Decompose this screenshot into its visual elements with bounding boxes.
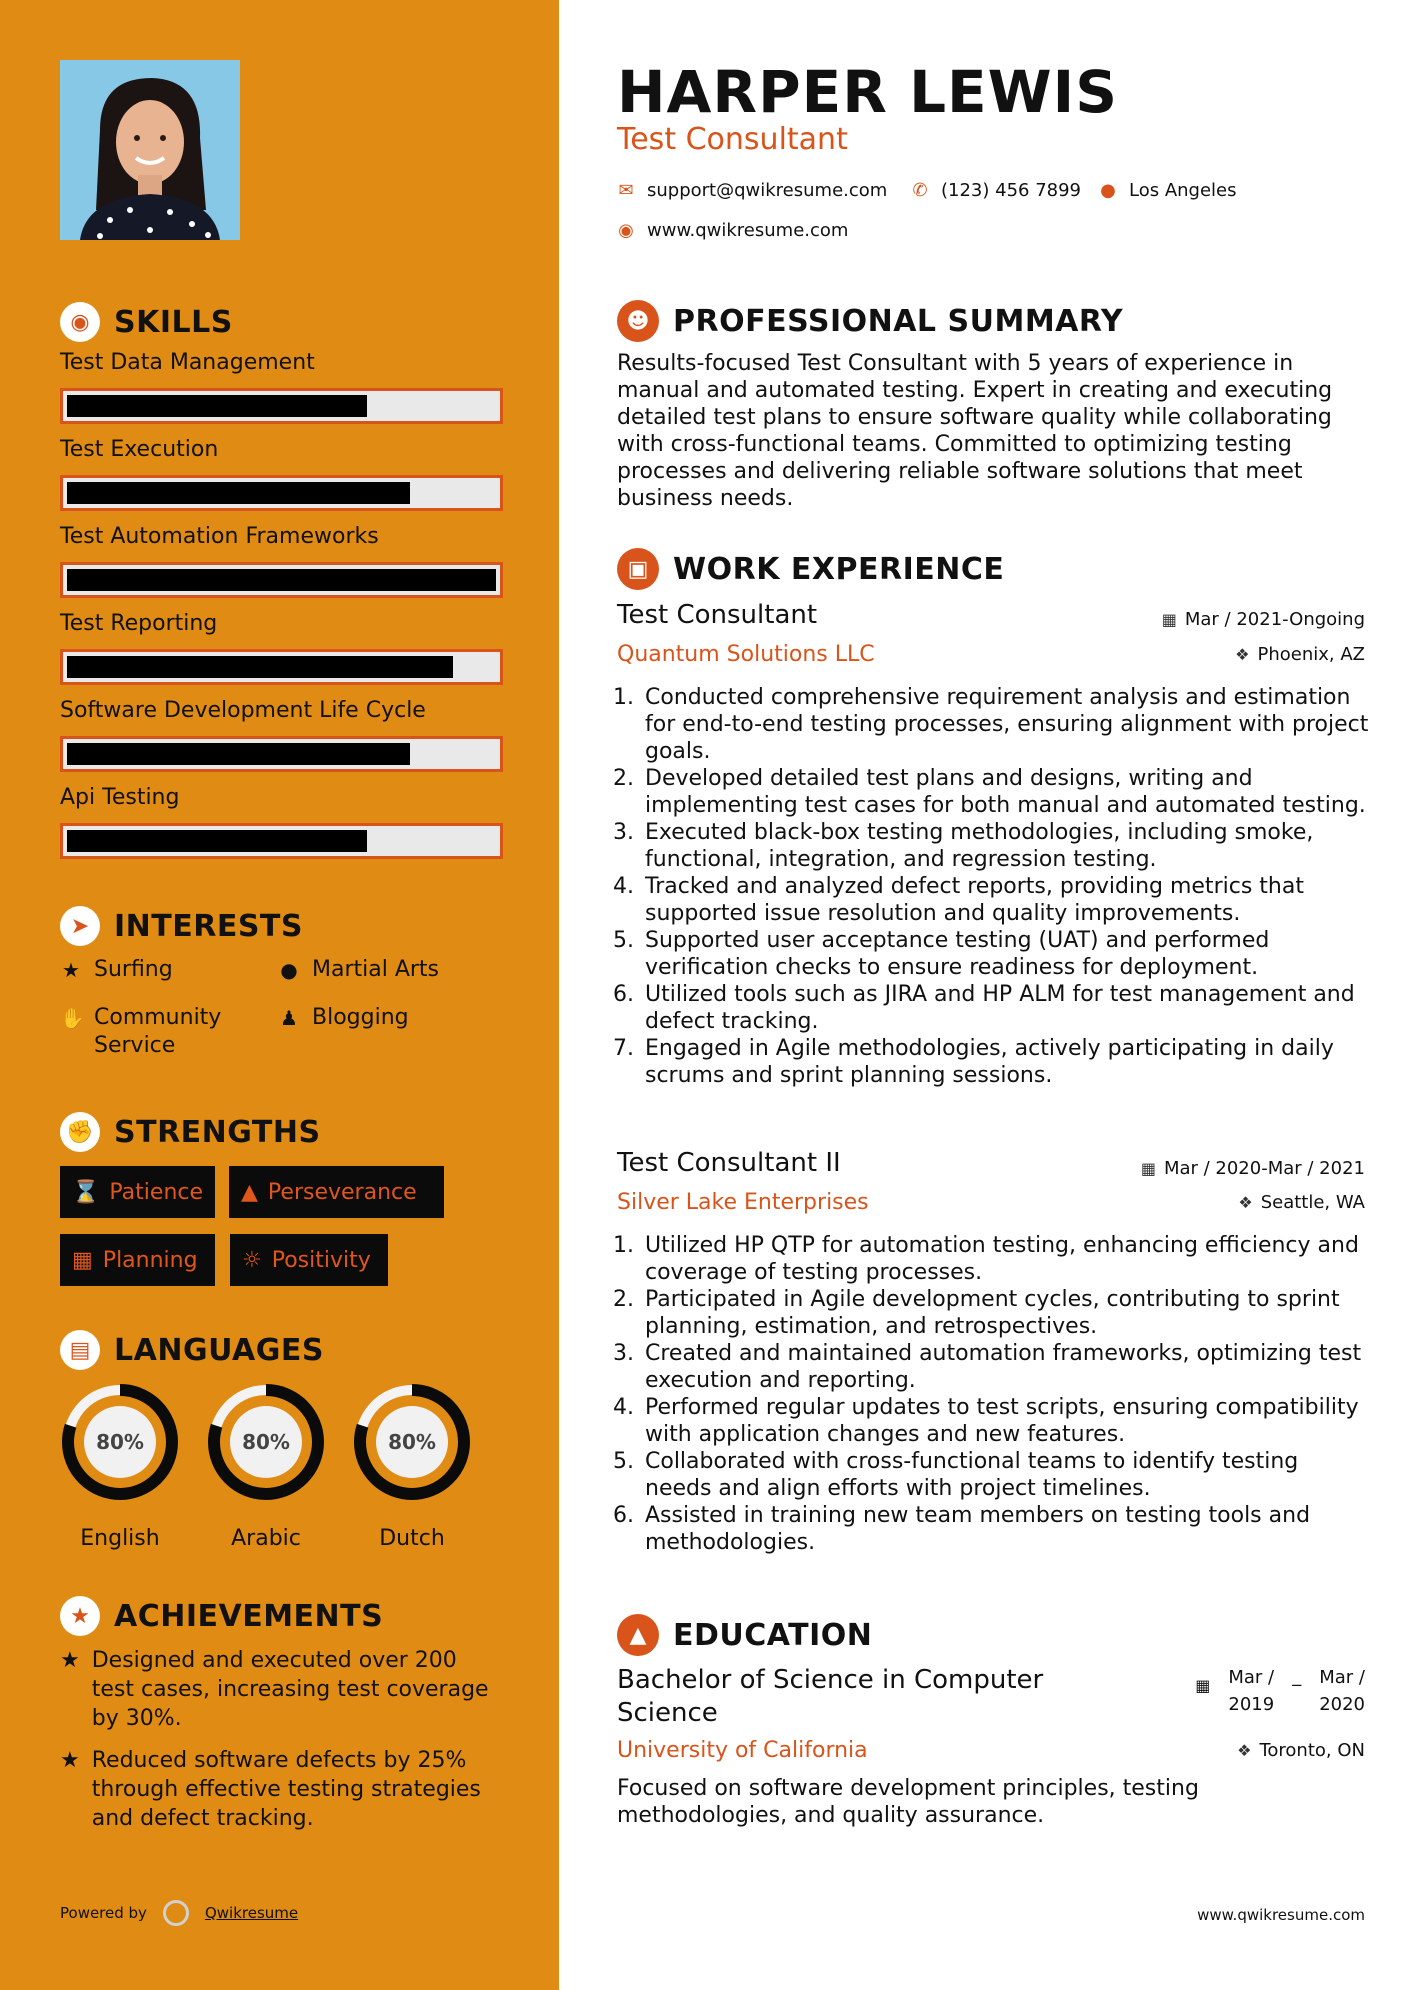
language-name: English [80,1526,160,1551]
candidate-title: Test Consultant [617,122,848,157]
duty-item: 3. Executed black-box testing methodologies, including smoke, functional, integration, and regression testing. [641,819,1371,873]
star-burst-icon: ★ [60,1748,80,1773]
skill-label: Test Data Management [60,350,315,375]
job-duties [611,684,1371,1089]
work-experience-heading: ▣ WORK EXPERIENCE [617,548,1004,590]
powered-by: Powered by Qwikresume [60,1900,298,1926]
company-name: Silver Lake Enterprises [617,1190,869,1215]
skill-bar-fill [67,395,367,417]
language-name: Arabic [231,1526,301,1551]
skill-bar-fill [67,482,410,504]
duty-item: 4. Tracked and analyzed defect reports, providing metrics that supported issue resolution and quality improvements. [641,873,1371,927]
skill-item [60,524,503,598]
contact-website[interactable]: ◉ www.qwikresume.com [618,220,849,241]
language-ring [60,1382,180,1502]
skill-bar [60,562,503,598]
graduation-cap-icon: ▲ [617,1614,659,1656]
skill-label: Software Development Life Cycle [60,698,426,723]
skill-item [60,611,503,685]
duty-item: 2. Participated in Agile development cycles, contributing to sprint planning, estimation, and retrospectives. [641,1286,1371,1340]
achievement-item: ★ Designed and executed over 200 test cases, increasing test coverage by 30%. [60,1648,489,1731]
star-badge-icon: ★ [60,1596,100,1636]
interest-item: ✋ Community Service [60,1005,222,1058]
globe-icon: ◉ [618,220,634,241]
strength-badge: ▦ Planning [60,1234,215,1286]
language-name: Dutch [379,1526,445,1551]
language-icon: ▤ [60,1330,100,1370]
language-item [352,1382,472,1551]
duty-item: 3. Created and maintained automation frameworks, optimizing test execution and reporting. [641,1340,1371,1394]
skill-label: Api Testing [60,785,180,810]
language-percent: 80% [242,1430,290,1454]
skill-label: Test Execution [60,437,219,462]
calendar-icon: ▦ [1195,1676,1211,1695]
duty-item: 4. Performed regular updates to test scripts, ensuring compatibility with application changes and new features. [641,1394,1371,1448]
skill-bar [60,388,503,424]
job-location: ❖ Seattle, WA [1238,1192,1365,1213]
duty-item: 6. Utilized tools such as JIRA and HP ALM for test management and defect tracking. [641,981,1371,1035]
skill-bar [60,823,503,859]
skill-item [60,698,503,772]
language-percent: 80% [96,1430,144,1454]
contact-phone[interactable]: ✆ (123) 456 7899 [912,180,1082,201]
star-burst-icon: ★ [60,1648,80,1673]
fist-icon: ✊ [60,1112,100,1152]
achievements-heading: ★ ACHIEVEMENTS [60,1596,383,1636]
sidebar [0,0,559,1990]
star-icon: ★ [62,958,80,982]
qwikresume-logo-icon [163,1900,189,1926]
interest-item: ♟ Blogging [278,1004,409,1032]
contact-location: ● Los Angeles [1100,180,1237,201]
skill-bar-fill [67,656,453,678]
user-icon: ☻ [617,300,659,342]
education-location: ❖ Toronto, ON [1237,1740,1365,1761]
lightbulb-icon: ◉ [60,302,100,342]
interest-item: ★ Surfing [60,956,173,984]
road-icon: ▲ [241,1179,258,1205]
language-item [60,1382,180,1551]
interests-heading: ➤ INTERESTS [60,906,303,946]
footer-website[interactable]: www.qwikresume.com [1197,1906,1365,1924]
pin-icon: ❖ [1235,645,1250,664]
language-ring [352,1382,472,1502]
skill-item [60,350,503,424]
duty-item: 2. Developed detailed test plans and designs, writing and implementing test cases for both manual and automated testing. [641,765,1371,819]
school-name: University of California [617,1738,868,1763]
interest-item: ● Martial Arts [278,956,439,984]
skill-bar [60,736,503,772]
pin-icon: ❖ [1238,1193,1253,1212]
duty-item: 7. Engaged in Agile methodologies, actively participating in daily scrums and sprint planning sessions. [641,1035,1371,1089]
envelope-icon: ✉ [618,180,634,201]
skill-bar-fill [67,830,367,852]
skill-bar-fill [67,569,496,591]
calendar-icon: ▦ [1140,1159,1156,1178]
duty-item: 1. Conducted comprehensive requirement analysis and estimation for end-to-end testing processes, ensuring alignment with project goals. [641,684,1371,765]
job-location: ❖ Phoenix, AZ [1235,644,1365,665]
language-item [206,1382,326,1551]
strength-badge: ☼ Positivity [230,1234,388,1286]
calendar-icon: ▦ [72,1247,93,1273]
skill-bar [60,649,503,685]
job-dates: ▦ Mar / 2021-Ongoing [1161,609,1365,630]
globe-icon: ● [280,958,298,982]
degree-title: Bachelor of Science in Computer Science [617,1665,1044,1728]
skill-label: Test Automation Frameworks [60,524,379,549]
skills-heading: ◉ SKILLS [60,302,233,342]
hand-icon: ✋ [60,1006,85,1030]
hourglass-icon: ⌛ [72,1179,100,1205]
job-title: Test Consultant [617,600,818,630]
users-icon: ♟ [280,1006,298,1030]
summary-heading: ☻ PROFESSIONAL SUMMARY [617,300,1123,342]
sun-icon: ☼ [242,1247,262,1273]
profile-photo [60,60,240,240]
map-pin-icon: ● [1100,180,1116,201]
summary-text: Results-focused Test Consultant with 5 years of experience in manual and automated testing. Expert in creating and executing detailed test plans to ensure software quality while collaborating with cross-functional teams. Committed to optimizing testing processes and delivering reliable software solutions that meet business needs. [617,351,1333,511]
strengths-heading: ✊ STRENGTHS [60,1112,321,1152]
main-content [559,0,1407,1990]
paper-plane-icon: ➤ [60,906,100,946]
language-percent: 80% [388,1430,436,1454]
job-dates: ▦ Mar / 2020-Mar / 2021 [1140,1158,1365,1179]
duty-item: 5. Collaborated with cross-functional teams to identify testing needs and align efforts with project timelines. [641,1448,1371,1502]
skill-bar [60,475,503,511]
duty-item: 5. Supported user acceptance testing (UAT) and performed verification checks to ensure readiness for deployment. [641,927,1371,981]
skill-item [60,437,503,511]
calendar-icon: ▦ [1161,610,1177,629]
education-heading: ▲ EDUCATION [617,1614,872,1656]
strength-badge: ▲ Perseverance [229,1166,444,1218]
company-name: Quantum Solutions LLC [617,642,875,667]
duty-item: 1. Utilized HP QTP for automation testing, enhancing efficiency and coverage of testing processes. [641,1232,1371,1286]
achievement-item: ★ Reduced software defects by 25% through effective testing strategies and defect tracking. [60,1748,481,1831]
strength-badge: ⌛ Patience [60,1166,215,1218]
job-title: Test Consultant II [617,1148,841,1178]
skill-item [60,785,503,859]
language-ring [206,1382,326,1502]
briefcase-icon: ▣ [617,548,659,590]
languages-heading: ▤ LANGUAGES [60,1330,324,1370]
education-dates: ▦ Mar / 2019 _ Mar / 2020 [1195,1664,1365,1718]
duty-item: 6. Assisted in training new team members on testing tools and methodologies. [641,1502,1371,1556]
phone-icon: ✆ [912,180,928,201]
contact-email[interactable]: ✉ support@qwikresume.com [618,180,888,201]
qwikresume-link[interactable]: Qwikresume [204,1904,299,1922]
job-duties [611,1232,1371,1556]
skill-label: Test Reporting [60,611,218,636]
pin-icon: ❖ [1237,1741,1252,1760]
skill-bar-fill [67,743,410,765]
education-description: Focused on software development principles, testing methodologies, and quality assurance. [617,1776,1199,1828]
candidate-name: HARPER LEWIS [617,58,1118,126]
